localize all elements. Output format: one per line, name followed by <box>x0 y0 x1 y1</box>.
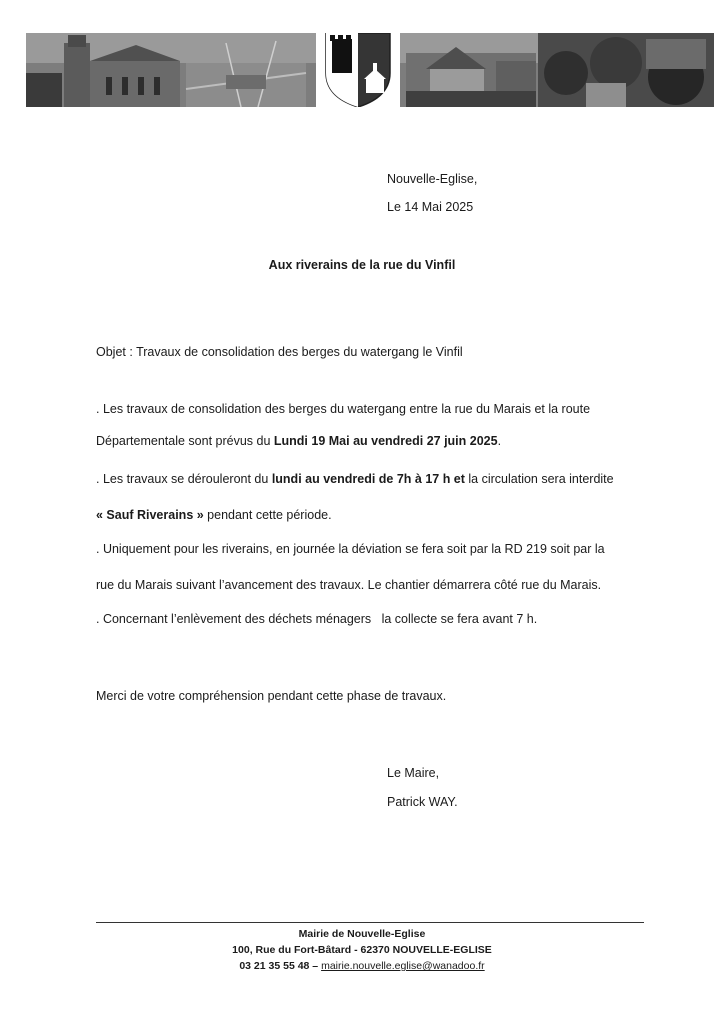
works-period: Lundi 19 Mai au vendredi 27 juin 2025 <box>273 434 498 448</box>
paragraph-3-line-1: . Uniquement pour les riverains, en journée la déviation se fera soit par la RD 219 soit par la <box>96 542 605 556</box>
paragraph-2-text: . Les travaux se dérouleront du <box>96 472 272 486</box>
paragraph-1-text: Départementale sont prévus du <box>96 434 274 448</box>
paragraph-2-text-end: la circulation sera interdite <box>464 472 614 486</box>
footer-town-hall: Mairie de Nouvelle-Eglise <box>298 928 426 940</box>
letter-date: Le 14 Mai 2025 <box>387 200 474 214</box>
coat-of-arms <box>316 33 400 107</box>
paragraph-2-line-2 <box>96 508 696 522</box>
signature-name: Patrick WAY. <box>387 795 458 809</box>
subject-line: Objet : Travaux de consolidation des berges du watergang le Vinfil <box>96 345 463 359</box>
footer-divider <box>96 922 644 923</box>
footer-address: 100, Rue du Fort-Bâtard - 62370 NOUVELLE-EGLISE <box>232 944 492 956</box>
footer-email-link[interactable]: mairie.nouvelle.eglise@wanadoo.fr <box>321 960 485 972</box>
paragraph-2-line-1 <box>96 472 696 486</box>
paragraph-3-line-2: rue du Marais suivant l’avancement des travaux. Le chantier démarrera côté rue du Marais. <box>96 578 602 592</box>
header-photo-banner <box>26 33 714 107</box>
village-photo-collage <box>26 33 714 107</box>
footer-contact <box>0 960 724 972</box>
signature-title: Le Maire, <box>387 766 440 780</box>
access-restriction: « Sauf Riverains » <box>96 508 204 522</box>
addressee-heading: Aux riverains de la rue du Vinfil <box>268 258 456 272</box>
paragraph-1-line-1: . Les travaux de consolidation des berges du watergang entre la rue du Marais et la route <box>96 402 591 416</box>
paragraph-1-line-2 <box>96 434 696 448</box>
paragraph-1-end: . <box>497 434 502 448</box>
closing-line: Merci de votre compréhension pendant cette phase de travaux. <box>96 689 447 703</box>
garden-photo <box>538 33 714 107</box>
paragraph-4: . Concernant l’enlèvement des déchets ménagers la collecte se fera avant 7 h. <box>96 612 538 626</box>
village-photo <box>406 47 536 107</box>
footer-phone: 03 21 35 55 48 – <box>239 960 322 972</box>
works-hours: lundi au vendredi de 7h à 17 h et <box>271 472 465 486</box>
letter-place: Nouvelle-Eglise, <box>387 172 478 186</box>
paragraph-2-line-2-text: pendant cette période. <box>203 508 332 522</box>
